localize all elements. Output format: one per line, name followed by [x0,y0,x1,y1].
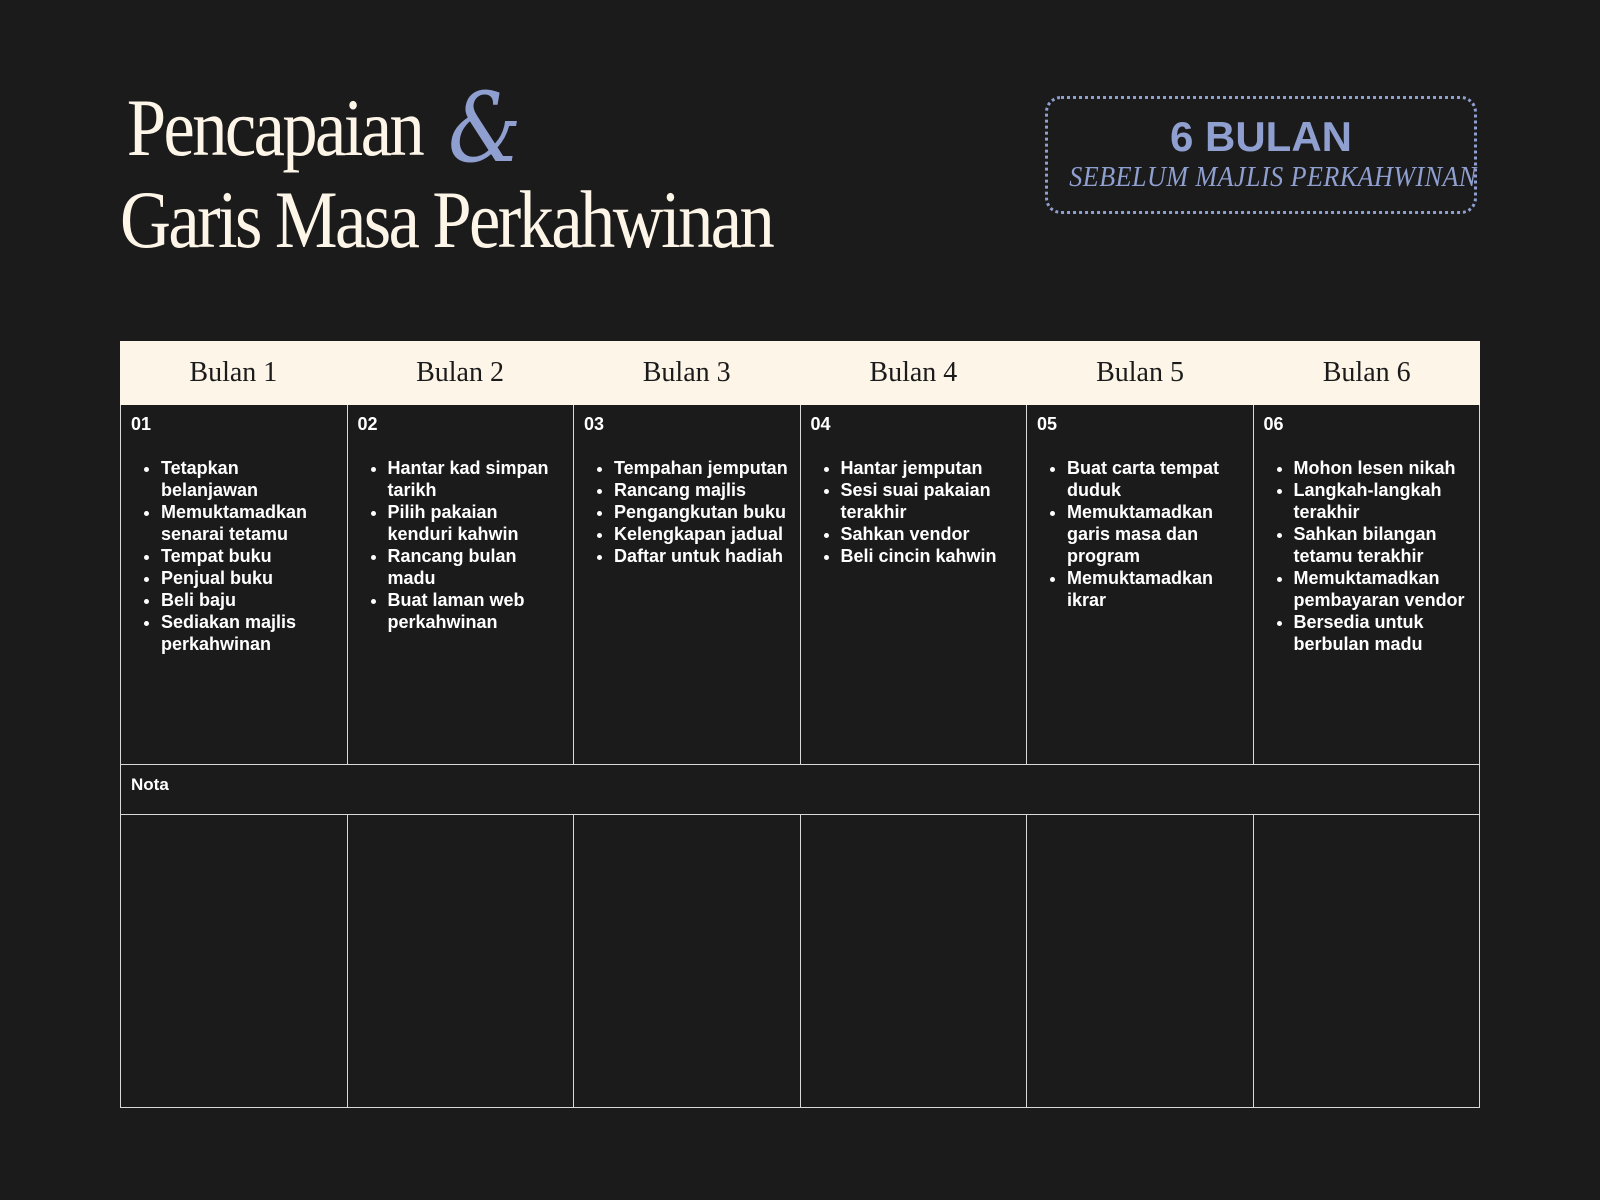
task-list [1037,457,1245,611]
countdown-badge [1045,96,1477,214]
month-header: Bulan 4 [869,357,958,388]
task-item: • Langkah-langkah terakhir [1294,479,1472,523]
task-item: • Daftar untuk hadiah [614,545,792,567]
month-tasks-cell [574,405,801,765]
task-item: • Hantar jemputan [841,457,1019,479]
month-tasks-cell [121,405,348,765]
task-item: • Memuktamadkan garis masa dan program [1067,501,1245,567]
month-number: 03 [584,414,605,434]
timeline-table [120,341,1480,1108]
task-item: • Beli cincin kahwin [841,545,1019,567]
task-item: • Tetapkan belanjawan [161,457,339,501]
task-item: • Sediakan majlis perkahwinan [161,611,339,655]
month-number: 06 [1263,414,1284,434]
month-tasks-cell [348,405,575,765]
task-list [1264,457,1472,655]
page-title [120,72,773,266]
task-list [584,457,792,567]
task-item: • Buat laman web perkahwinan [388,589,566,633]
task-list [358,457,566,633]
title-line-1-text: Pencapaian [126,82,423,173]
task-item: • Sahkan bilangan tetamu terakhir [1294,523,1472,567]
task-list [131,457,339,655]
badge-main-text: 6 BULAN [1169,113,1352,160]
month-number: 05 [1037,414,1058,434]
month-tasks-cell [1254,405,1481,765]
note-cell-month-1[interactable] [121,815,348,1108]
month-header: Bulan 2 [416,357,504,388]
task-item: • Pilih pakaian kenduri kahwin [388,501,566,545]
note-cell-month-3[interactable] [574,815,801,1108]
task-item: • Tempat buku [161,545,339,567]
tasks-row [120,405,1480,765]
task-item: • Beli baju [161,589,339,611]
task-item: • Pengangkutan buku [614,501,792,523]
notes-row [120,815,1480,1108]
task-item: • Kelengkapan jadual [614,523,792,545]
title-line-2: Garis Masa Perkahwinan [120,174,773,265]
title-line-1 [120,72,772,184]
month-header: Bulan 6 [1322,357,1411,388]
task-item: • Memuktamadkan senarai tetamu [161,501,339,545]
ampersand-ornament: & [447,72,522,184]
task-item: • Memuktamadkan pembayaran vendor [1294,567,1472,611]
task-item: • Penjual buku [161,567,339,589]
month-header: Bulan 1 [189,357,278,388]
task-item: • Buat carta tempat duduk [1067,457,1245,501]
task-item: • Sesi suai pakaian terakhir [841,479,1019,523]
month-number: 01 [131,414,152,434]
month-header: Bulan 5 [1096,357,1184,388]
task-list [811,457,1019,567]
badge-subtitle: SEBELUM MAJLIS PERKAHWINAN [1069,161,1477,193]
task-item: • Hantar kad simpan tarikh [388,457,566,501]
note-cell-month-2[interactable] [348,815,575,1108]
month-number: 04 [810,414,831,434]
note-cell-month-5[interactable] [1027,815,1254,1108]
task-item: • Rancang majlis [614,479,792,501]
month-header: Bulan 3 [642,357,731,388]
task-item: • Tempahan jemputan [614,457,792,479]
task-item: • Memuktamadkan ikrar [1067,567,1245,611]
month-tasks-cell [801,405,1028,765]
month-header-row [120,341,1480,405]
task-item: • Mohon lesen nikah [1294,457,1472,479]
month-tasks-cell [1027,405,1254,765]
task-item: • Sahkan vendor [841,523,1019,545]
task-item: • Bersedia untuk berbulan madu [1294,611,1472,655]
note-cell-month-4[interactable] [801,815,1028,1108]
month-number: 02 [357,414,378,434]
note-cell-month-6[interactable] [1254,815,1481,1108]
notes-label: Nota [120,765,1480,815]
task-item: • Rancang bulan madu [388,545,566,589]
